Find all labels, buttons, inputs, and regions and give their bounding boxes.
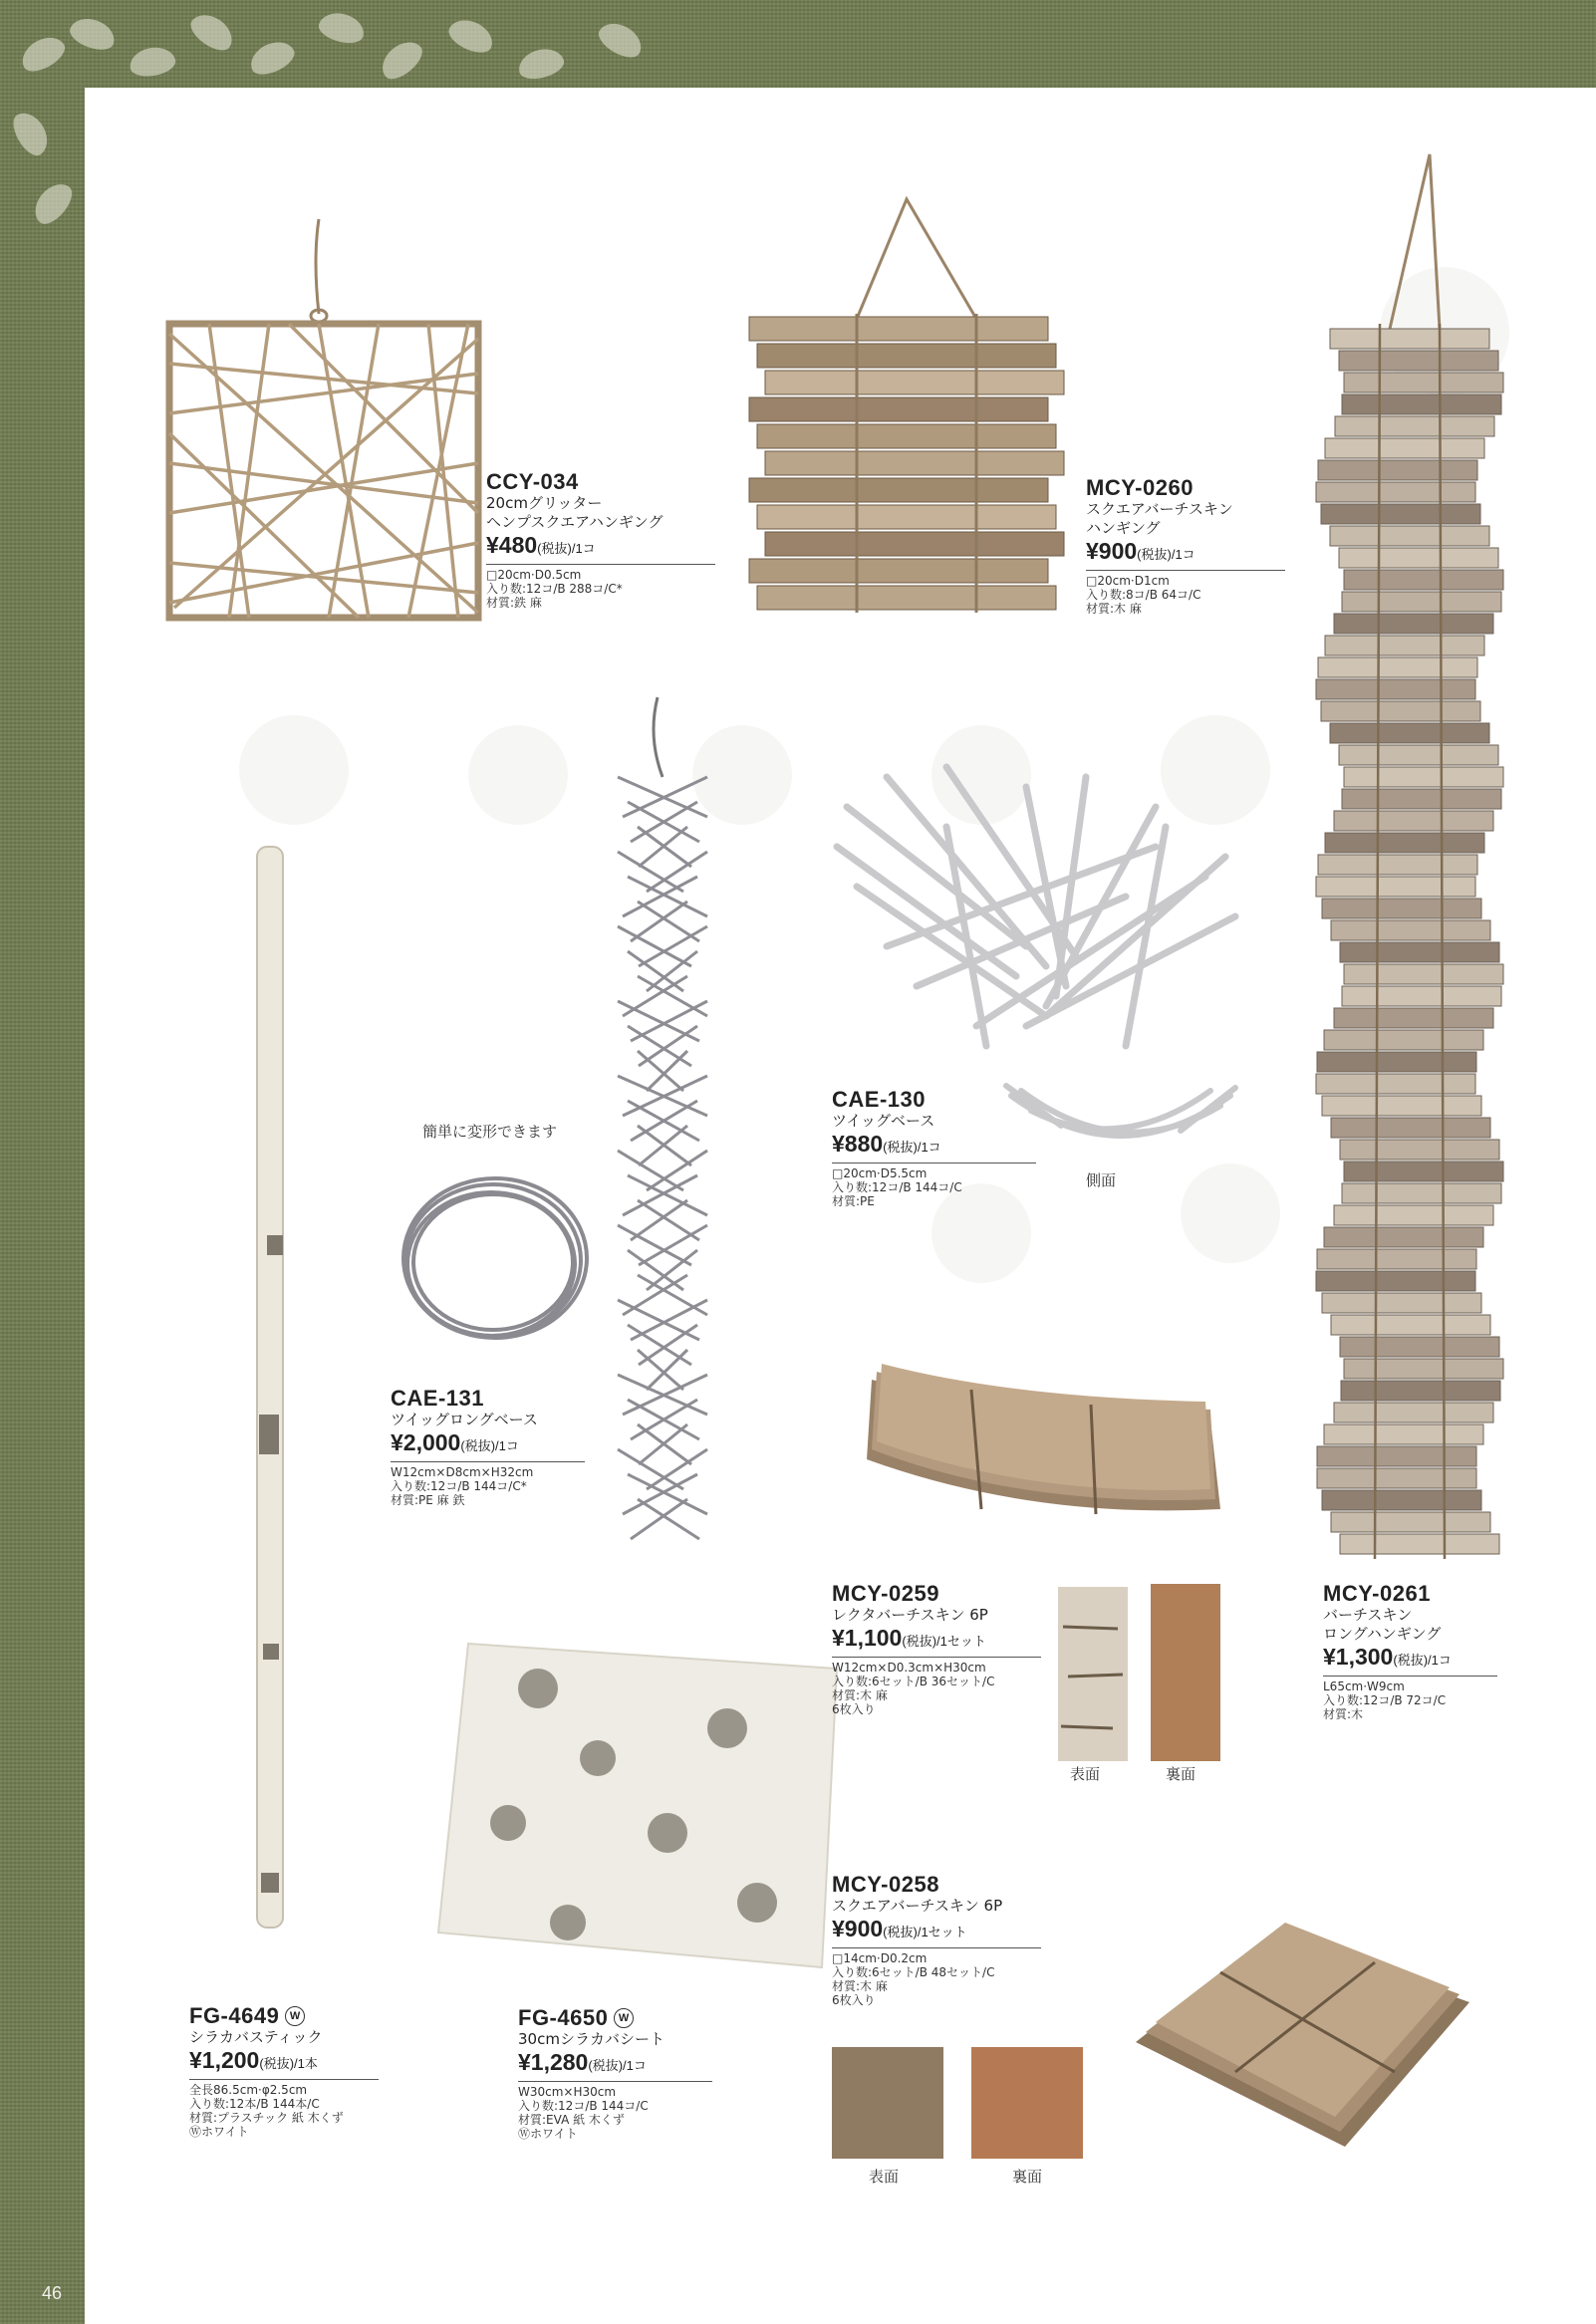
divider bbox=[518, 2081, 712, 2082]
mcy0261-image bbox=[1320, 149, 1499, 1564]
product-fg4650 bbox=[518, 2006, 712, 2141]
white-color-badge: W bbox=[614, 2008, 634, 2028]
product-spec: W30cm×H30cm bbox=[518, 2085, 617, 2099]
product-code: FG-4649 W bbox=[189, 2004, 379, 2028]
product-price: ¥1,100(税抜)/1セット bbox=[832, 1625, 986, 1651]
cae130-side-image bbox=[1001, 1076, 1240, 1165]
product-spec: L65cm·W9cm bbox=[1323, 1679, 1405, 1693]
product-price: ¥1,300(税抜)/1コ bbox=[1323, 1644, 1452, 1670]
mcy0259-image bbox=[852, 1350, 1230, 1559]
product-name-line: ツイッグロングベース bbox=[391, 1411, 538, 1428]
divider bbox=[1086, 570, 1285, 571]
product-name-line: 20cmグリッター bbox=[486, 494, 603, 512]
product-spec: 材質:プラスチック 紙 木くず bbox=[189, 2111, 344, 2125]
product-spec: 材質:木 麻 bbox=[832, 1979, 888, 1993]
product-name-line: ハンギング bbox=[1086, 519, 1161, 537]
product-code: FG-4650 W bbox=[518, 2006, 712, 2030]
back-caption: 裏面 bbox=[1012, 2168, 1043, 2186]
product-code: CAE-130 bbox=[832, 1087, 926, 1112]
product-code: MCY-0261 bbox=[1323, 1581, 1431, 1606]
product-spec: □20cm·D0.5cm bbox=[486, 568, 582, 582]
product-spec: □20cm·D1cm bbox=[1086, 574, 1170, 588]
product-price: ¥900(税抜)/1コ bbox=[1086, 538, 1196, 564]
mcy0259-back-image bbox=[1151, 1584, 1220, 1761]
product-price: ¥1,280(税抜)/1コ bbox=[518, 2049, 647, 2075]
product-spec: W12cm×D8cm×H32cm bbox=[391, 1465, 534, 1479]
back-caption: 裏面 bbox=[1166, 1765, 1197, 1783]
divider bbox=[832, 1657, 1041, 1658]
product-price: ¥2,000(税抜)/1コ bbox=[391, 1429, 519, 1455]
cae130-image bbox=[827, 767, 1245, 1066]
product-spec: W12cm×D0.3cm×H30cm bbox=[832, 1661, 986, 1675]
product-spec: Ⓦホワイト bbox=[518, 2127, 578, 2141]
divider bbox=[1323, 1676, 1497, 1677]
product-spec: 入り数:12コ/B 72コ/C bbox=[1323, 1693, 1447, 1707]
mcy0258-front-image bbox=[832, 2047, 943, 2159]
divider bbox=[189, 2079, 379, 2080]
deform-caption: 簡単に変形できます bbox=[422, 1123, 558, 1141]
product-code: MCY-0260 bbox=[1086, 475, 1194, 500]
product-cae130 bbox=[832, 1088, 1036, 1208]
product-spec: 入り数:6セット/B 48セット/C bbox=[832, 1965, 995, 1979]
product-spec: 入り数:12コ/B 144コ/C bbox=[518, 2099, 649, 2113]
ccy034-image bbox=[159, 214, 488, 618]
product-spec: 入り数:6セット/B 36セット/C bbox=[832, 1675, 995, 1688]
mcy0260-image bbox=[757, 189, 1066, 618]
product-price: ¥1,200(税抜)/1本 bbox=[189, 2047, 318, 2073]
divider bbox=[832, 1162, 1036, 1163]
product-spec: 入り数:12コ/B 288コ/C* bbox=[486, 582, 623, 596]
divider bbox=[832, 1947, 1041, 1948]
twig-ring-image bbox=[394, 1161, 593, 1360]
product-spec: 入り数:12コ/B 144コ/C* bbox=[391, 1479, 527, 1493]
page-number: 46 bbox=[42, 2283, 63, 2303]
fg4649-image bbox=[239, 837, 299, 1933]
product-cae131 bbox=[391, 1387, 585, 1507]
mcy0259-front-image bbox=[1058, 1587, 1128, 1761]
product-mcy0261 bbox=[1323, 1582, 1497, 1721]
product-spec: 入り数:12本/B 144本/C bbox=[189, 2097, 320, 2111]
fg4650-image bbox=[428, 1634, 847, 1972]
product-spec: 入り数:8コ/B 64コ/C bbox=[1086, 588, 1201, 602]
product-spec: 材質:PE 麻 鉄 bbox=[391, 1493, 465, 1507]
product-price: ¥900(税抜)/1セット bbox=[832, 1916, 967, 1941]
product-name-line: シラカバスティック bbox=[189, 2028, 323, 2046]
product-name-line: ロングハンギング bbox=[1323, 1625, 1442, 1643]
product-price: ¥480(税抜)/1コ bbox=[486, 532, 596, 558]
front-caption: 表面 bbox=[1070, 1765, 1101, 1783]
product-spec: 材質:PE bbox=[832, 1194, 875, 1208]
product-code: MCY-0258 bbox=[832, 1872, 939, 1897]
product-code: CAE-131 bbox=[391, 1386, 484, 1411]
front-caption: 表面 bbox=[869, 2168, 900, 2186]
product-fg4649 bbox=[189, 2004, 379, 2139]
product-name-line: スクエアバーチスキン bbox=[1086, 500, 1233, 518]
divider bbox=[391, 1461, 585, 1462]
product-spec: 材質:木 麻 bbox=[1086, 602, 1142, 616]
product-code: CCY-034 bbox=[486, 469, 579, 494]
product-name-line: ツイッグベース bbox=[832, 1112, 935, 1130]
product-spec: 材質:EVA 紙 木くず bbox=[518, 2113, 625, 2127]
cae131-image bbox=[598, 697, 737, 1544]
product-spec: 材質:木 bbox=[1323, 1707, 1364, 1721]
mcy0258-back-image bbox=[971, 2047, 1083, 2159]
divider bbox=[486, 564, 715, 565]
product-price: ¥880(税抜)/1コ bbox=[832, 1131, 941, 1157]
product-name-line: レクタバーチスキン 6P bbox=[832, 1606, 988, 1624]
product-name-line: ヘンプスクエアハンギング bbox=[486, 513, 664, 531]
product-name-line: 30cmシラカバシート bbox=[518, 2030, 665, 2048]
product-code: MCY-0259 bbox=[832, 1581, 939, 1606]
product-spec: 入り数:12コ/B 144コ/C bbox=[832, 1180, 962, 1194]
product-ccy034 bbox=[486, 470, 715, 610]
product-mcy0260 bbox=[1086, 476, 1285, 616]
product-mcy0258 bbox=[832, 1873, 1041, 2007]
product-spec: □14cm·D0.2cm bbox=[832, 1951, 928, 1965]
product-name-line: バーチスキン bbox=[1323, 1606, 1413, 1624]
product-mcy0259 bbox=[832, 1582, 1041, 1716]
product-spec: 6枚入り bbox=[832, 1702, 876, 1716]
product-spec: □20cm·D5.5cm bbox=[832, 1166, 928, 1180]
product-spec: 6枚入り bbox=[832, 1993, 876, 2007]
product-spec: 全長86.5cm·φ2.5cm bbox=[189, 2083, 308, 2097]
product-spec: Ⓦホワイト bbox=[189, 2125, 249, 2139]
white-color-badge: W bbox=[285, 2006, 305, 2026]
product-name-line: スクエアバーチスキン 6P bbox=[832, 1897, 1003, 1915]
mcy0258-image bbox=[1126, 1923, 1474, 2152]
side-view-caption: 側面 bbox=[1086, 1171, 1117, 1189]
product-spec: 材質:木 麻 bbox=[832, 1688, 888, 1702]
product-spec: 材質:鉄 麻 bbox=[486, 596, 542, 610]
